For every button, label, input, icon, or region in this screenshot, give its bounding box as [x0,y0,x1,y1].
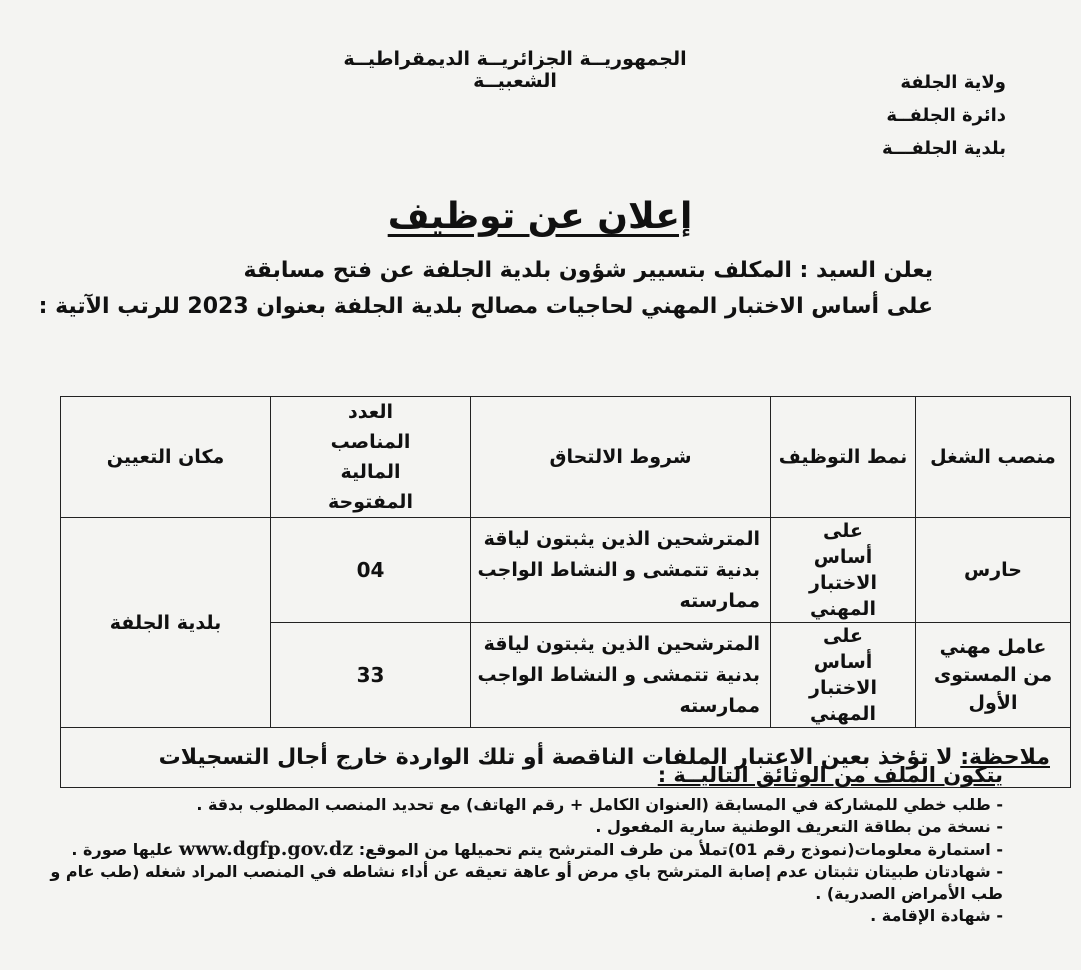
header-mode: نمط التوظيف [771,397,916,518]
mode-cell: على أساس الاختبار المهني [771,518,916,623]
wilaya-label: ولاية الجلفة [900,72,1006,93]
website-link[interactable]: www.dgfp.gov.dz [178,838,354,860]
mode-cell: على أساس الاختبار المهني [771,623,916,728]
header-place: مكان التعيين [61,397,271,518]
documents-section [13,760,1003,927]
note-label: ملاحظة: [960,745,1050,770]
table-row [61,518,1071,623]
intro-line-2: على أساس الاختبار المهني لحاجيات مصالح بلدية الجلفة بعنوان 2023 للرتب الآتية : [38,294,933,319]
item3-text-after: عليها صورة . [71,840,174,859]
position-cell: عامل مهني من المستوى الأول [916,623,1071,728]
header-conditions: شروط الالتحاق [471,397,771,518]
note-text: لا تؤخذ بعين الاعتبار الملفات الناقصة أو تلك الواردة خارج أجال التسجيلات [158,745,953,770]
list-item: - نسخة من بطاقة التعريف الوطنية سارية المفعول . [595,817,1003,836]
republic-title: الجمهوريــة الجزائريــة الديمقراطيــة الشعبيــة [343,48,687,92]
conditions-cell: المترشحين الذين يثبتون لياقة بدنية تتمشى و النشاط الواجب ممارسته [471,623,771,728]
header-count: العدد المناصب المالية المفتوحة [271,397,471,518]
header-position: منصب الشغل [916,397,1071,518]
count-cell: 04 [271,518,471,623]
list-item [13,838,1003,861]
place-cell: بلدية الجلفة [61,518,271,728]
conditions-cell: المترشحين الذين يثبتون لياقة بدنية تتمشى و النشاط الواجب ممارسته [471,518,771,623]
list-item: - شهادة الإقامة . [870,906,1003,925]
announcement-title: إعلان عن توظيف [387,196,693,237]
position-cell: حارس [916,518,1071,623]
list-item: - طلب خطي للمشاركة في المسابقة (العنوان الكامل + رقم الهاتف) مع تحديد المنصب المطلوب بدقة . [196,795,1003,814]
documents-title: يتكون الملف من الوثائق التاليــة : [657,763,1003,787]
positions-table [60,396,1071,788]
administrative-header [882,66,1006,165]
count-cell: 33 [271,623,471,728]
commune-label: بلدية الجلفـــة [881,138,1006,159]
list-item: - شهادتان طبيتان تثبتان عدم إصابة المترشح باي مرض أو عاهة تعيقه عن أداء نشاطه في المنصب المراد شغله (طب عام و طب الأمراض الصدرية) . [50,862,1003,903]
item3-text-before: - استمارة معلومات(نموذج رقم 01)تملأ من طرف المترشح يتم تحميلها من الموقع: [358,840,1003,859]
table-header-row [61,397,1071,518]
intro-line-1: يعلن السيد : المكلف بتسيير شؤون بلدية الجلفة عن فتح مسابقة [243,258,933,283]
daira-label: دائرة الجلفــة [886,105,1006,126]
